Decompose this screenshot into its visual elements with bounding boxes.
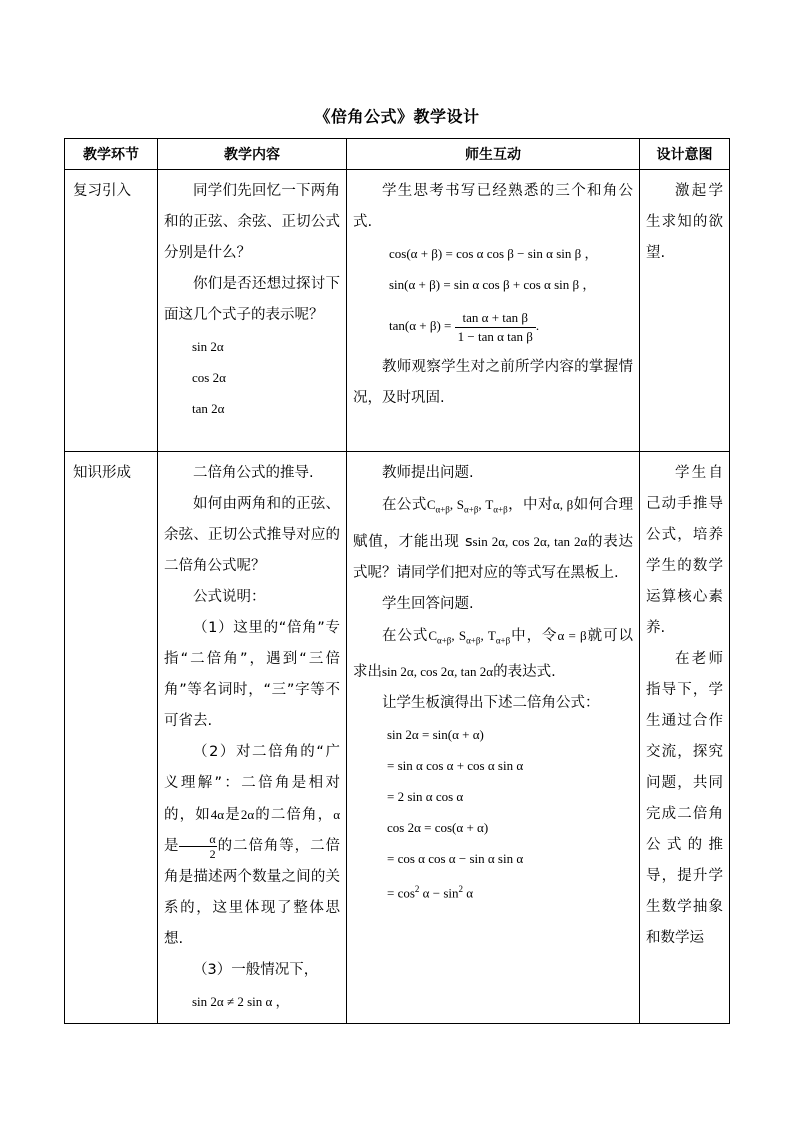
content-paragraph: （3）一般情况下，	[193, 962, 319, 978]
formula-inequality: sin 2α ≠ 2 sin α ，	[192, 994, 289, 1009]
content-paragraph: （1）这里的“倍角”专指“二倍角”，遇到“三倍角”等名词时，“三”字等不可省去.	[164, 620, 340, 729]
derivation-line: cos 2α = cos(α + α)	[387, 820, 489, 836]
derivation-line: sin 2α = sin(α + α)	[387, 727, 484, 743]
header-interaction: 师生互动	[347, 139, 640, 170]
fraction-denominator: 2	[209, 846, 216, 861]
fraction-denominator: 1 − tan α tan β	[457, 328, 533, 344]
text-run: 如何合理赋值，才能出现 s	[353, 497, 634, 550]
intent-paragraph: 在老师指导下，学生通过合作交流，探究问题，共同完成二倍角公式的推导，提升学生数学抽象和数学运	[646, 651, 723, 946]
derivation-line	[353, 874, 633, 908]
tan-sum-fraction	[455, 309, 536, 346]
tan-sum-end: .	[535, 318, 540, 333]
text-run: 就可以求出	[353, 627, 634, 681]
intent-cell	[640, 170, 730, 452]
content-paragraph: 同学们先回忆一下两角和的正弦、余弦、正切公式分别是什么？	[164, 183, 340, 261]
content-cell	[158, 452, 347, 1024]
derivation-line: = sin α cos α + cos α sin α	[387, 758, 524, 774]
text-run: 在公式	[382, 627, 429, 644]
text-run: 是	[224, 807, 241, 823]
interaction-paragraph-question	[353, 489, 633, 589]
tan-sum-lhs: tan(α + β) =	[389, 318, 452, 333]
formula-tan-sum	[353, 300, 633, 352]
document-title: 《倍角公式》教学设计	[314, 107, 480, 126]
content-paragraph: 公式说明：	[193, 589, 266, 605]
formula-cos2a: cos 2α	[192, 370, 226, 385]
text-run: 是	[164, 838, 180, 854]
formula-tan2a: tan 2α	[192, 401, 225, 416]
table-header-row	[65, 139, 730, 170]
stage-cell	[65, 170, 158, 452]
stage-label: 复习引入	[73, 183, 131, 199]
formula-cos-sum: cos(α + β) = cos α cos β − sin α sin β ，	[389, 246, 598, 261]
text-run: 的表达式呢？请同学们把对应的等式写在黑板上.	[353, 533, 633, 581]
content-cell	[158, 170, 347, 452]
math-double-angles: sin 2α, cos 2α, tan 2α	[472, 533, 588, 549]
derivation-line: = 2 sin α cos α	[387, 789, 464, 805]
text-run: = cos	[387, 885, 415, 901]
fraction-numerator: α	[179, 832, 216, 847]
interaction-paragraph: 学生回答问题.	[382, 595, 474, 612]
formula-sin-sum: sin(α + β) = sin α cos β + cos α sin β ，	[389, 277, 596, 292]
superscript: 2	[458, 884, 463, 895]
table-row-review	[65, 170, 730, 452]
content-paragraph: 二倍角公式的推导.	[193, 465, 314, 481]
interaction-paragraph: 教师提出问题.	[382, 465, 474, 481]
lesson-plan-table	[64, 138, 730, 1024]
content-paragraph: 你们是否还想过探讨下面这几个式子的表示呢？	[164, 276, 340, 323]
stage-label: 知识形成	[73, 465, 131, 481]
content-paragraph-generalized	[164, 737, 340, 955]
content-paragraph: 如何由两角和的正弦、余弦、正切公式推导对应的二倍角公式呢？	[164, 496, 340, 574]
text-run: α − sin	[422, 885, 459, 901]
interaction-cell	[347, 170, 640, 452]
header-stage: 教学环节	[65, 139, 158, 170]
table-row-formation	[65, 452, 730, 1024]
text-run: ，中对	[507, 497, 553, 513]
interaction-paragraph: 学生思考书写已经熟悉的三个和角公式.	[353, 183, 633, 230]
interaction-paragraph: 教师观察学生对之前所学内容的掌握情况，及时巩固.	[353, 359, 633, 406]
intent-text: 激起学生求知的欲望.	[646, 183, 723, 261]
math-alpha-beta: α, β	[552, 497, 574, 512]
formula-sin2a: sin 2α	[192, 339, 224, 354]
superscript: 2	[414, 884, 420, 895]
intent-cell	[640, 452, 730, 1024]
math-a: α	[333, 807, 341, 822]
text-run: 的表达式.	[493, 664, 556, 681]
text-run: α	[466, 885, 474, 901]
math-formula-set: $C_{\alpha+\beta}$, $S_{\alpha+\beta}$, $T_{\alpha+\beta}$	[428, 627, 511, 646]
header-content: 教学内容	[158, 139, 347, 170]
math-2a: 2α	[240, 807, 255, 822]
interaction-paragraph: 让学生板演得出下述二倍角公式：	[382, 695, 600, 712]
text-run: （2）对二倍角的“广义理解”：二倍角是相对的，如	[164, 744, 340, 823]
math-formula-set: $C_{\alpha+\beta}$, $S_{\alpha+\beta}$, $T_{\alpha+\beta}$	[426, 497, 508, 515]
text-run: 的二倍角，	[254, 807, 334, 823]
text-run: 在公式	[382, 497, 427, 513]
math-4a: 4α	[210, 807, 225, 822]
math-double-angles: sin 2α, cos 2α, tan 2α	[382, 664, 494, 680]
interaction-paragraph-answer	[353, 620, 633, 689]
intent-paragraph: 学生自己动手推导公式，培养学生的数学运算核心素养.	[646, 465, 723, 636]
derivation-line: = cos α cos α − sin α sin α	[387, 851, 524, 867]
math-half-a	[179, 832, 216, 861]
text-run: 中，令	[510, 627, 558, 644]
math-alpha-eq-beta: α = β	[557, 627, 587, 643]
text-run: 的二倍角等，二倍角是描述两个数量之间的关系的，这里体现了整体思想.	[164, 838, 341, 947]
interaction-cell	[347, 452, 640, 1024]
stage-cell	[65, 452, 158, 1024]
header-intent: 设计意图	[640, 139, 730, 170]
fraction-numerator: tan α + tan β	[455, 309, 536, 328]
